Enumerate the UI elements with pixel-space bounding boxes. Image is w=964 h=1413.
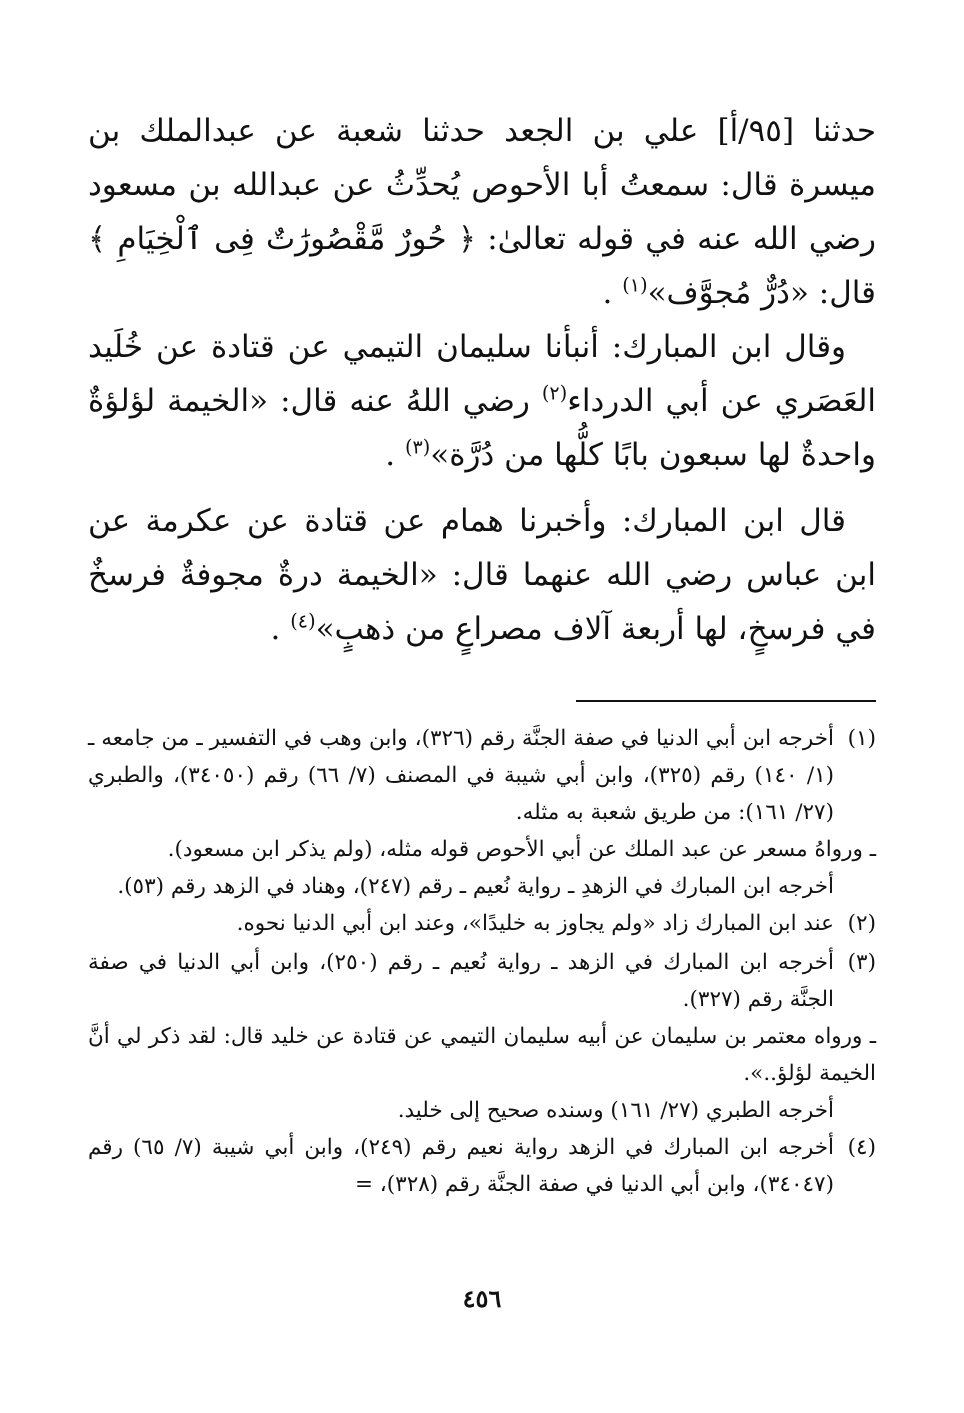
paragraph-2: وقال ابن المبارك: أنبأنا سليمان التيمي عن قتادة عن خُلَيد العَصَري عن أبي الدرداء$^{(٢)}$ رضي اللهُ عنه قال: «الخيمة لؤلؤةٌ واحدةٌ لها سبعون بابًا كلُّها من دُرَّة»$^{(٣)}$ . [88,329,877,473]
footnote-ref-4[interactable]: (٤) [290,609,316,633]
footnote-text: أخرجه الطبري (٢٧/ ١٦١) وسنده صحيح إلى خليد. [397,1098,834,1123]
page-number: ٤٥٦ [462,1284,502,1313]
footnote-3 [88,944,876,1018]
footnote-3-continuation [88,1018,876,1129]
footnote-ref-1[interactable]: (١) [622,273,648,297]
paragraph-3: قال ابن المبارك: وأخبرنا همام عن قتادة عن عكرمة عن ابن عباس رضي الله عنهما قال: «الخيمة درةٌ مجوفةٌ فرسخٌ في فرسخٍ، لها أربعة آلاف مصراعٍ من ذهبٍ»$^{(٤)}$ . [88,503,876,647]
footnote-text: أخرجه ابن المبارك في الزهد رواية نعيم رقم (٢٤٩)، وابن أبي شيبة (٧/ ٦٥) رقم (٣٤٠٤٧)، وابن أبي الدنيا في صفة الجنَّة رقم (٣٢٨)، = [88,1135,834,1197]
footnote-text: ـ ورواه معتمر بن سليمان عن أبيه سليمان التيمي عن قتادة عن خليد قال: لقد ذكر لي أنَّ الخيمة لؤلؤ..». [88,1024,876,1086]
footnote-number: (٣) [847,950,876,975]
footnote-text: ـ ورواهُ مسعر عن عبد الملك عن أبي الأحوص قوله مثله، (ولم يذكر ابن مسعود). [167,837,876,862]
footnote-number: (٢) [847,911,876,936]
paragraph-1: حدثنا [٩٥/أ] علي بن الجعد حدثنا شعبة عن عبدالملك بن ميسرة قال: سمعتُ أبا الأحوص يُحدِّثُ عن عبدالله بن مسعود رضي الله عنه في قوله تعالىٰ: ﴿ حُورٌ مَّقْصُورَٰتٌ فِى ٱلْخِيَامِ ﴾ قال: «دُرٌّ مُجوَّف»$^{(١)}$ . [88,113,877,311]
footnote-separator [576,700,876,702]
footnote-2 [88,905,876,942]
footnote-number: (٤) [847,1135,876,1160]
footnote-text: أخرجه ابن أبي الدنيا في صفة الجنَّة رقم (٣٢٦)، وابن وهب في التفسير ـ من جامعه ـ (١/ ١٤٠) رقم (٣٢٥)، وابن أبي شيبة في المصنف (٧/ ٦٦) رقم (٣٤٠٥٠)، والطبري (٢٧/ ١٦١): من طريق شعبة به مثله. [88,726,835,825]
footnote-4 [88,1129,876,1203]
footnote-ref-2[interactable]: (٢) [541,381,568,405]
footnote-text: أخرجه ابن المبارك في الزهدِ ـ رواية نُعيم ـ رقم (٢٤٧)، وهناد في الزهد رقم (٥٣). [117,874,834,899]
footnote-ref-3[interactable]: (٣) [404,435,431,459]
footnotes [88,720,876,1203]
footnote-text: أخرجه ابن المبارك في الزهد ـ رواية نُعيم ـ رقم (٢٥٠)، وابن أبي الدنيا في صفة الجنَّة رقم (٣٢٧). [88,950,834,1012]
footnote-number: (١) [847,726,876,751]
main-text [88,104,876,656]
footnote-1 [88,720,876,831]
footnote-1-continuation [88,831,876,905]
footnote-text: عند ابن المبارك زاد «ولم يجاوز به خليدًا»، وعند ابن أبي الدنيا نحوه. [236,911,834,936]
